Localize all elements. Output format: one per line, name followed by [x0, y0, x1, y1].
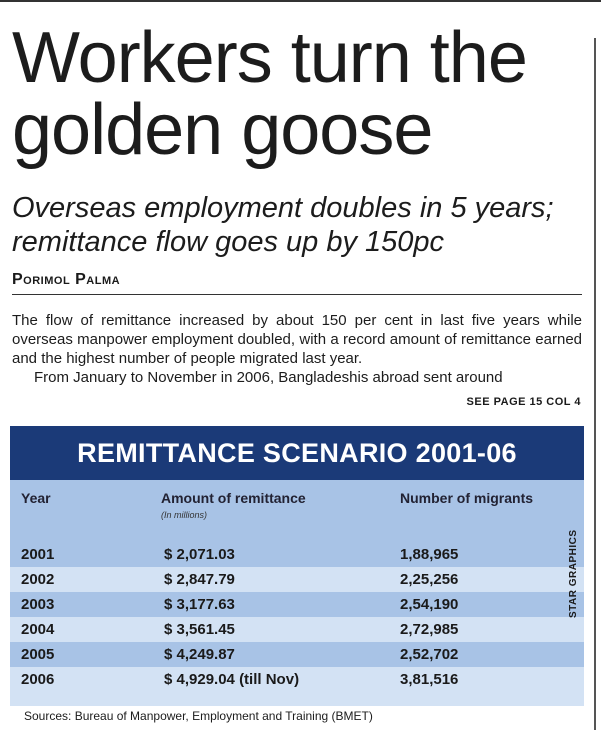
subheadline-line-2: remittance flow goes up by 150pc [12, 226, 445, 258]
jump-line: SEE PAGE 15 COL 4 [466, 396, 581, 408]
cell-amount: $ 3,561.45 [164, 621, 235, 638]
table-title: REMITTANCE SCENARIO 2001-06 [77, 438, 517, 468]
cell-amount: $ 4,249.87 [164, 646, 235, 663]
byline-rule [12, 294, 582, 295]
table-row [10, 567, 584, 592]
cell-amount: $ 2,071.03 [164, 546, 235, 563]
headline-line-1: Workers turn the [12, 18, 527, 98]
cell-migrants: 2,54,190 [400, 596, 459, 613]
article-paragraph-1: The flow of remittance increased by about 150 per cent in last five years while overseas manpower employment doubled, with a record amount of remittance earned and the highest number of people migrated last year. [12, 312, 582, 367]
cell-year: 2006 [21, 671, 55, 688]
article-body [12, 311, 582, 387]
cell-migrants: 1,88,965 [400, 546, 459, 563]
cell-year: 2005 [21, 646, 55, 663]
column-rule [594, 38, 596, 730]
headline-line-2: golden goose [12, 90, 433, 170]
table-row [10, 642, 584, 667]
graphics-credit: STAR GRAPHICS [568, 529, 579, 618]
table-row [10, 592, 584, 617]
cell-migrants: 2,52,702 [400, 646, 459, 663]
cell-migrants: 2,72,985 [400, 621, 459, 638]
column-header-amount: Amount of remittance [161, 490, 306, 506]
column-header-migrants: Number of migrants [400, 490, 534, 506]
cell-year: 2001 [21, 546, 55, 563]
cell-amount: $ 3,177.63 [164, 596, 235, 613]
byline: Porimol Palma [12, 271, 121, 288]
subheadline-line-1: Overseas employment doubles in 5 years; [12, 192, 554, 224]
article-paragraph-2: From January to November in 2006, Bangladeshis abroad sent around [34, 369, 503, 386]
source-note: Sources: Bureau of Manpower, Employment and Training (BMET) [24, 709, 373, 723]
cell-amount: $ 4,929.04 (till Nov) [164, 671, 300, 688]
table-row [10, 542, 584, 567]
remittance-table [10, 426, 584, 706]
cell-year: 2004 [21, 621, 55, 638]
subheadline [12, 191, 592, 259]
table-title-band [10, 426, 584, 480]
headline [12, 18, 592, 170]
table-row [10, 617, 584, 642]
column-header-amount-unit: (In millions) [161, 510, 208, 520]
cell-amount: $ 2,847.79 [164, 571, 235, 588]
top-rule [0, 0, 601, 2]
cell-year: 2003 [21, 596, 55, 613]
cell-year: 2002 [21, 571, 55, 588]
cell-migrants: 3,81,516 [400, 671, 459, 688]
column-header-year: Year [21, 490, 51, 506]
table-row [10, 667, 584, 692]
cell-migrants: 2,25,256 [400, 571, 459, 588]
